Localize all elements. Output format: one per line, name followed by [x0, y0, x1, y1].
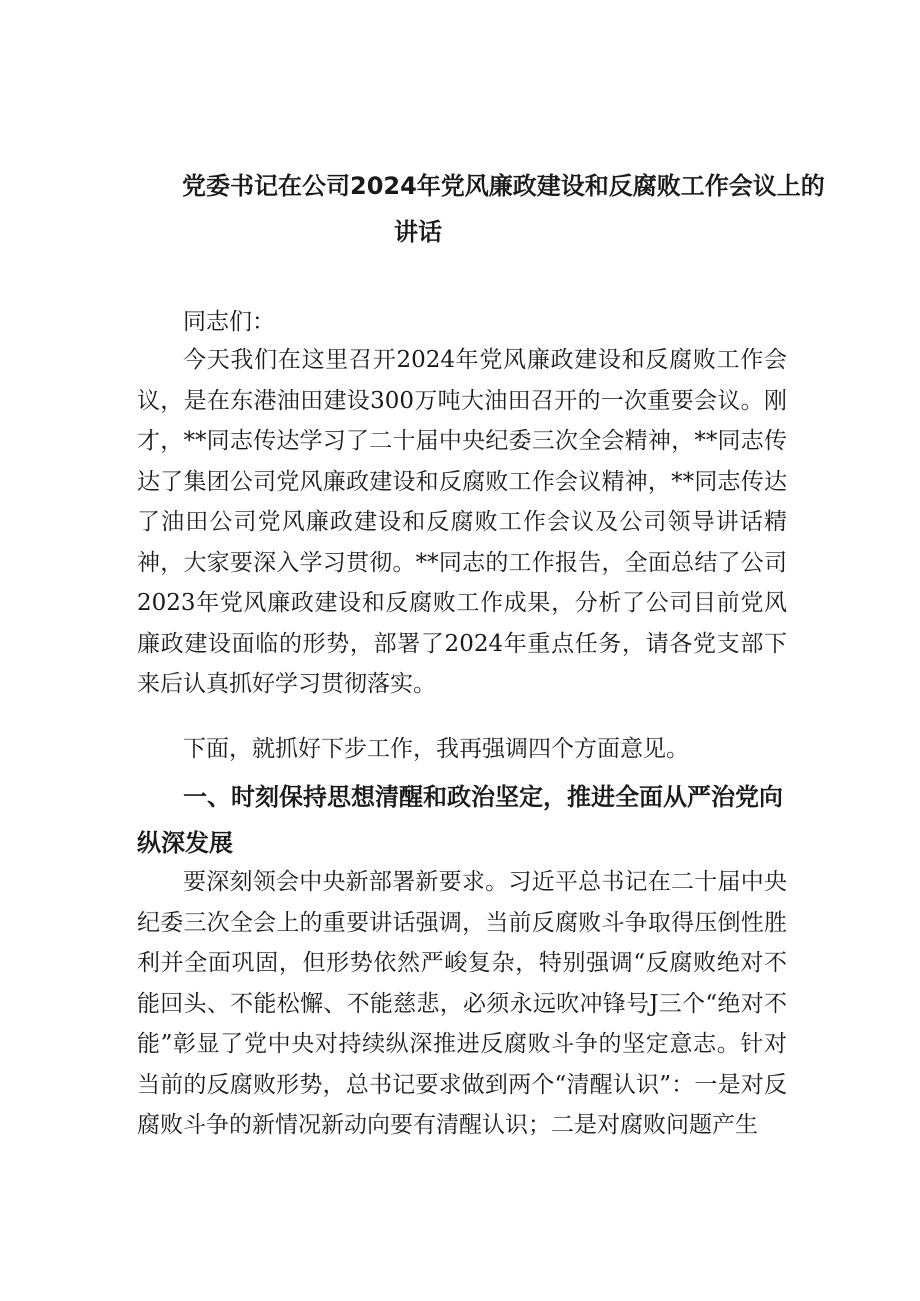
document-title — [182, 163, 825, 255]
paragraph-section-1: 要深刻领会中央新部署新要求。习近平总书记在二十届中央纪委三次全会上的重要讲话强调，当前反腐败斗争取得压倒性胜利并全面巩固，但形势依然严峻复杂，特别强调“反腐败绝对不能回头、不能松懈、不能慈悲，必须永远吹冲锋号J三个“绝对不能”彰显了党中央对持续纵深推进反腐败斗争的坚定意志。针对当前的反腐败形势，总书记要求做到两个“清醒认识”：一是对反腐败斗争的新情况新动向要有清醒认识；二是对腐败问题产生 — [137, 869, 787, 1138]
paragraph-transition: 下面，就抓好下步工作，我再强调四个方面意见。 — [183, 736, 689, 762]
section-heading-1: 一、时刻保持思想清醒和政治坚定，推进全面从严治党向纵深发展 — [137, 783, 783, 857]
salutation: 同志们： — [183, 309, 275, 335]
paragraph-intro: 今天我们在这里召开2024年党风廉政建设和反腐败工作会议，是在东港油田建设300万吨大油田召开的一次重要会议。刚才，**同志传达学习了二十届中央纪委三次全会精神，**同志传达了集团公司党风廉政建设和反腐败工作会议精神，**同志传达了油田公司党风廉政建设和反腐败工作会议及公司领导讲话精神，大家要深入学习贯彻。**同志的工作报告，全面总结了公司2023年党风廉政建设和反腐败工作成果，分析了公司目前党风廉政建设面临的形势，部署了2024年重点任务，请各党支部下来后认真抓好学习贯彻落实。 — [137, 347, 787, 697]
title-line-2: 讲话 — [394, 218, 442, 246]
title-line-1: 党委书记在公司2024年党风廉政建设和反腐败工作会议上的 — [182, 172, 825, 200]
